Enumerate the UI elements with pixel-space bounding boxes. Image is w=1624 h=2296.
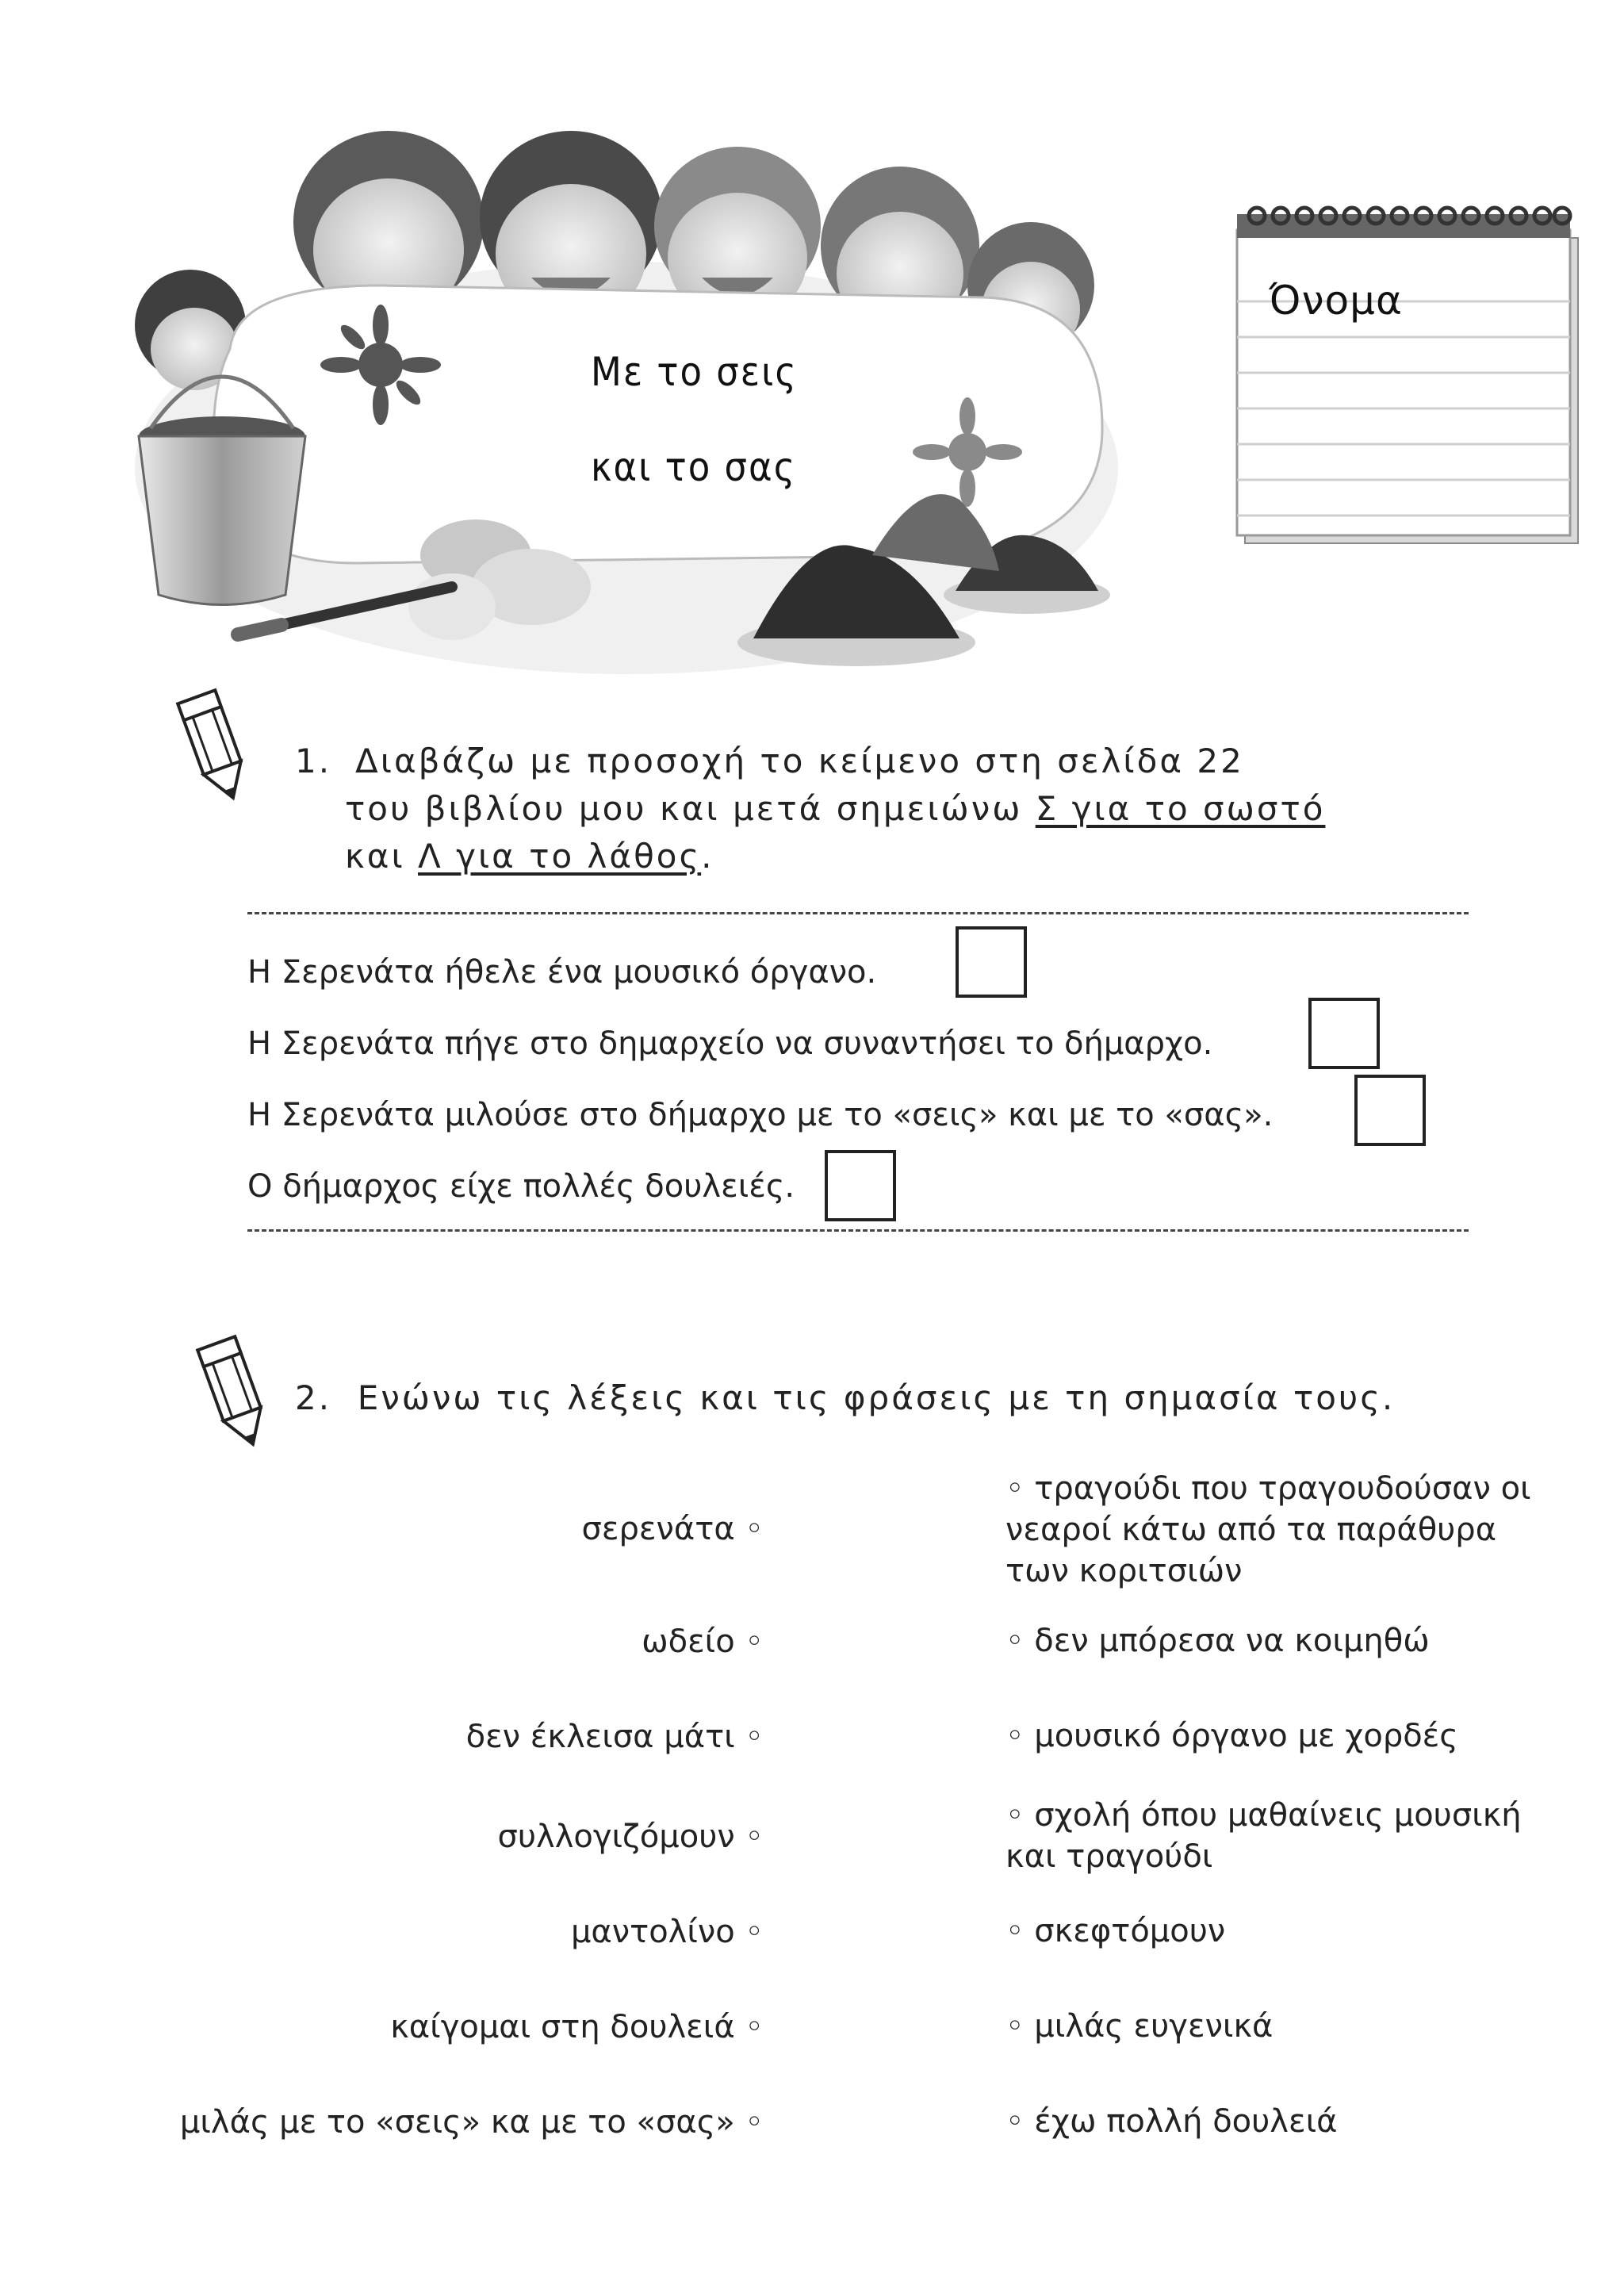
- match-term[interactable]: καίγομαι στη δουλειά ◦: [390, 2009, 764, 2045]
- exercise1-instruction-line2: [345, 785, 1325, 833]
- match-term[interactable]: μαντολίνο ◦: [570, 1914, 764, 1950]
- exercise1-number: 1.: [295, 742, 332, 780]
- match-meaning[interactable]: ◦ μουσικό όργανο με χορδές: [1005, 1718, 1458, 1754]
- match-term[interactable]: συλλογιζόμουν ◦: [497, 1819, 764, 1855]
- instruction-text: .: [701, 837, 714, 876]
- match-term[interactable]: μιλάς με το «σεις» κα με το «σας» ◦: [179, 2104, 764, 2141]
- exercise1-instruction-line1: Διαβάζω με προσοχή το κείμενο στη σελίδα 22: [355, 742, 1244, 780]
- instruction-text: και: [345, 837, 419, 876]
- worksheet-title-line2: και το σας: [591, 444, 797, 490]
- exercise1-instruction-line3: [345, 833, 714, 880]
- pencil-icon: [190, 1332, 278, 1451]
- match-term[interactable]: ωδείο ◦: [642, 1623, 764, 1660]
- match-meaning[interactable]: ◦ μιλάς ευγενικά: [1005, 2008, 1274, 2045]
- pencil-icon: [170, 686, 258, 805]
- statement-text: Ο δήμαρχος είχε πολλές δουλειές.: [247, 1168, 795, 1205]
- worksheet-title-line1: Με το σεις: [591, 349, 798, 395]
- instruction-text: Ενώνω τις λέξεις και τις φράσεις με τη σημασία τους.: [357, 1378, 1396, 1417]
- match-term[interactable]: δεν έκλεισα μάτι ◦: [465, 1719, 764, 1755]
- answer-box[interactable]: [1354, 1075, 1426, 1146]
- statement-text: Η Σερενάτα ήθελε ένα μουσικό όργανο.: [247, 954, 877, 991]
- match-meaning[interactable]: ◦ δεν μπόρεσα να κοιμηθώ: [1005, 1623, 1430, 1659]
- statement-text: Η Σερενάτα μιλούσε στο δήμαρχο με το «σεις» και με το «σας».: [247, 1097, 1274, 1133]
- exercise2-number: 2.: [295, 1378, 332, 1417]
- answer-box[interactable]: [1308, 998, 1380, 1069]
- instruction-text: του βιβλίου μου και μετά σημειώνω: [345, 789, 1036, 828]
- dashed-divider: [247, 912, 1469, 914]
- answer-box[interactable]: [825, 1150, 896, 1221]
- match-term[interactable]: σερενάτα ◦: [581, 1511, 764, 1547]
- statement-text: Η Σερενάτα πήγε στο δημαρχείο να συναντήσει το δήμαρχο.: [247, 1025, 1213, 1062]
- exercise2-instruction: [295, 1374, 1395, 1422]
- name-field-label: Όνομα: [1269, 278, 1403, 324]
- name-notepad-illustration: [1221, 198, 1586, 547]
- true-marker-text: Σ για το σωστό: [1035, 789, 1326, 828]
- false-marker-text: Λ για το λάθος: [418, 837, 702, 876]
- match-meaning[interactable]: ◦ σκεφτόμουν: [1005, 1913, 1226, 1949]
- match-meaning[interactable]: ◦ τραγούδι που τραγουδούσαν οι νεαροί κάτω από τα παράθυρα των κοριτσιών: [1005, 1470, 1531, 1589]
- answer-box[interactable]: [956, 926, 1027, 998]
- match-meaning[interactable]: ◦ σχολή όπου μαθαίνεις μουσική και τραγούδι: [1005, 1797, 1522, 1875]
- match-meaning[interactable]: ◦ έχω πολλή δουλειά: [1005, 2103, 1338, 2140]
- dashed-divider: [247, 1229, 1469, 1232]
